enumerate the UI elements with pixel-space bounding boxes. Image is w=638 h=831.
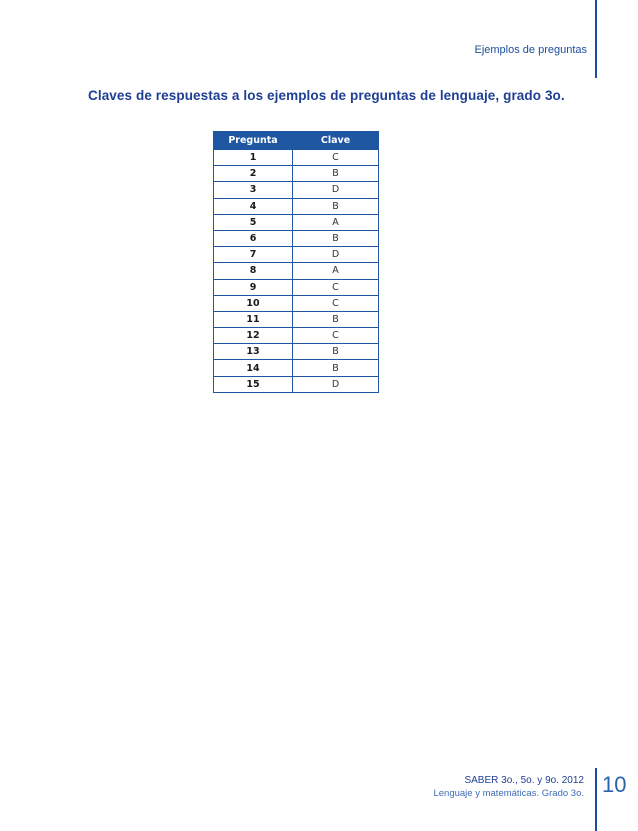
table-row — [214, 376, 379, 392]
question-number-cell: 15 — [214, 376, 293, 392]
question-number-cell: 10 — [214, 295, 293, 311]
table-body — [214, 150, 379, 393]
table-row — [214, 360, 379, 376]
footer-title: SABER 3o., 5o. y 9o. 2012 — [464, 775, 584, 786]
table-row — [214, 263, 379, 279]
answer-key-cell: D — [293, 247, 379, 263]
page-number: 10 — [602, 772, 627, 797]
answer-key-cell: C — [293, 279, 379, 295]
answer-key-cell: A — [293, 263, 379, 279]
answer-key-cell: B — [293, 311, 379, 327]
answer-key-table — [213, 131, 379, 393]
question-number-cell: 6 — [214, 230, 293, 246]
section-label: Ejemplos de preguntas — [474, 44, 587, 56]
footer-divider-line — [595, 768, 597, 831]
question-number-cell: 3 — [214, 182, 293, 198]
answer-key-cell: B — [293, 198, 379, 214]
question-number-cell: 13 — [214, 344, 293, 360]
question-number-cell: 14 — [214, 360, 293, 376]
table-row — [214, 166, 379, 182]
table-row — [214, 198, 379, 214]
table-row — [214, 311, 379, 327]
column-header-clave: Clave — [293, 132, 379, 150]
footer-subtitle: Lenguaje y matemáticas. Grado 3o. — [433, 788, 584, 799]
answer-key-cell: A — [293, 214, 379, 230]
answer-key-cell: B — [293, 230, 379, 246]
answer-key-cell: C — [293, 295, 379, 311]
table-row — [214, 295, 379, 311]
answer-key-cell: D — [293, 376, 379, 392]
table-row — [214, 328, 379, 344]
header-divider-line — [595, 0, 597, 78]
table-row — [214, 230, 379, 246]
answer-key-cell: B — [293, 360, 379, 376]
table-row — [214, 150, 379, 166]
question-number-cell: 11 — [214, 311, 293, 327]
question-number-cell: 8 — [214, 263, 293, 279]
answer-key-cell: C — [293, 328, 379, 344]
table-row — [214, 182, 379, 198]
question-number-cell: 12 — [214, 328, 293, 344]
table-row — [214, 247, 379, 263]
question-number-cell: 2 — [214, 166, 293, 182]
table-row — [214, 214, 379, 230]
column-header-pregunta: Pregunta — [214, 132, 293, 150]
answer-key-cell: C — [293, 150, 379, 166]
question-number-cell: 7 — [214, 247, 293, 263]
question-number-cell: 4 — [214, 198, 293, 214]
question-number-cell: 5 — [214, 214, 293, 230]
answer-key-cell: B — [293, 166, 379, 182]
table-row — [214, 279, 379, 295]
answer-key-cell: B — [293, 344, 379, 360]
table-header-row — [214, 132, 379, 150]
page-heading: Claves de respuestas a los ejemplos de preguntas de lenguaje, grado 3o. — [88, 88, 565, 103]
answer-key-cell: D — [293, 182, 379, 198]
table-row — [214, 344, 379, 360]
question-number-cell: 9 — [214, 279, 293, 295]
question-number-cell: 1 — [214, 150, 293, 166]
